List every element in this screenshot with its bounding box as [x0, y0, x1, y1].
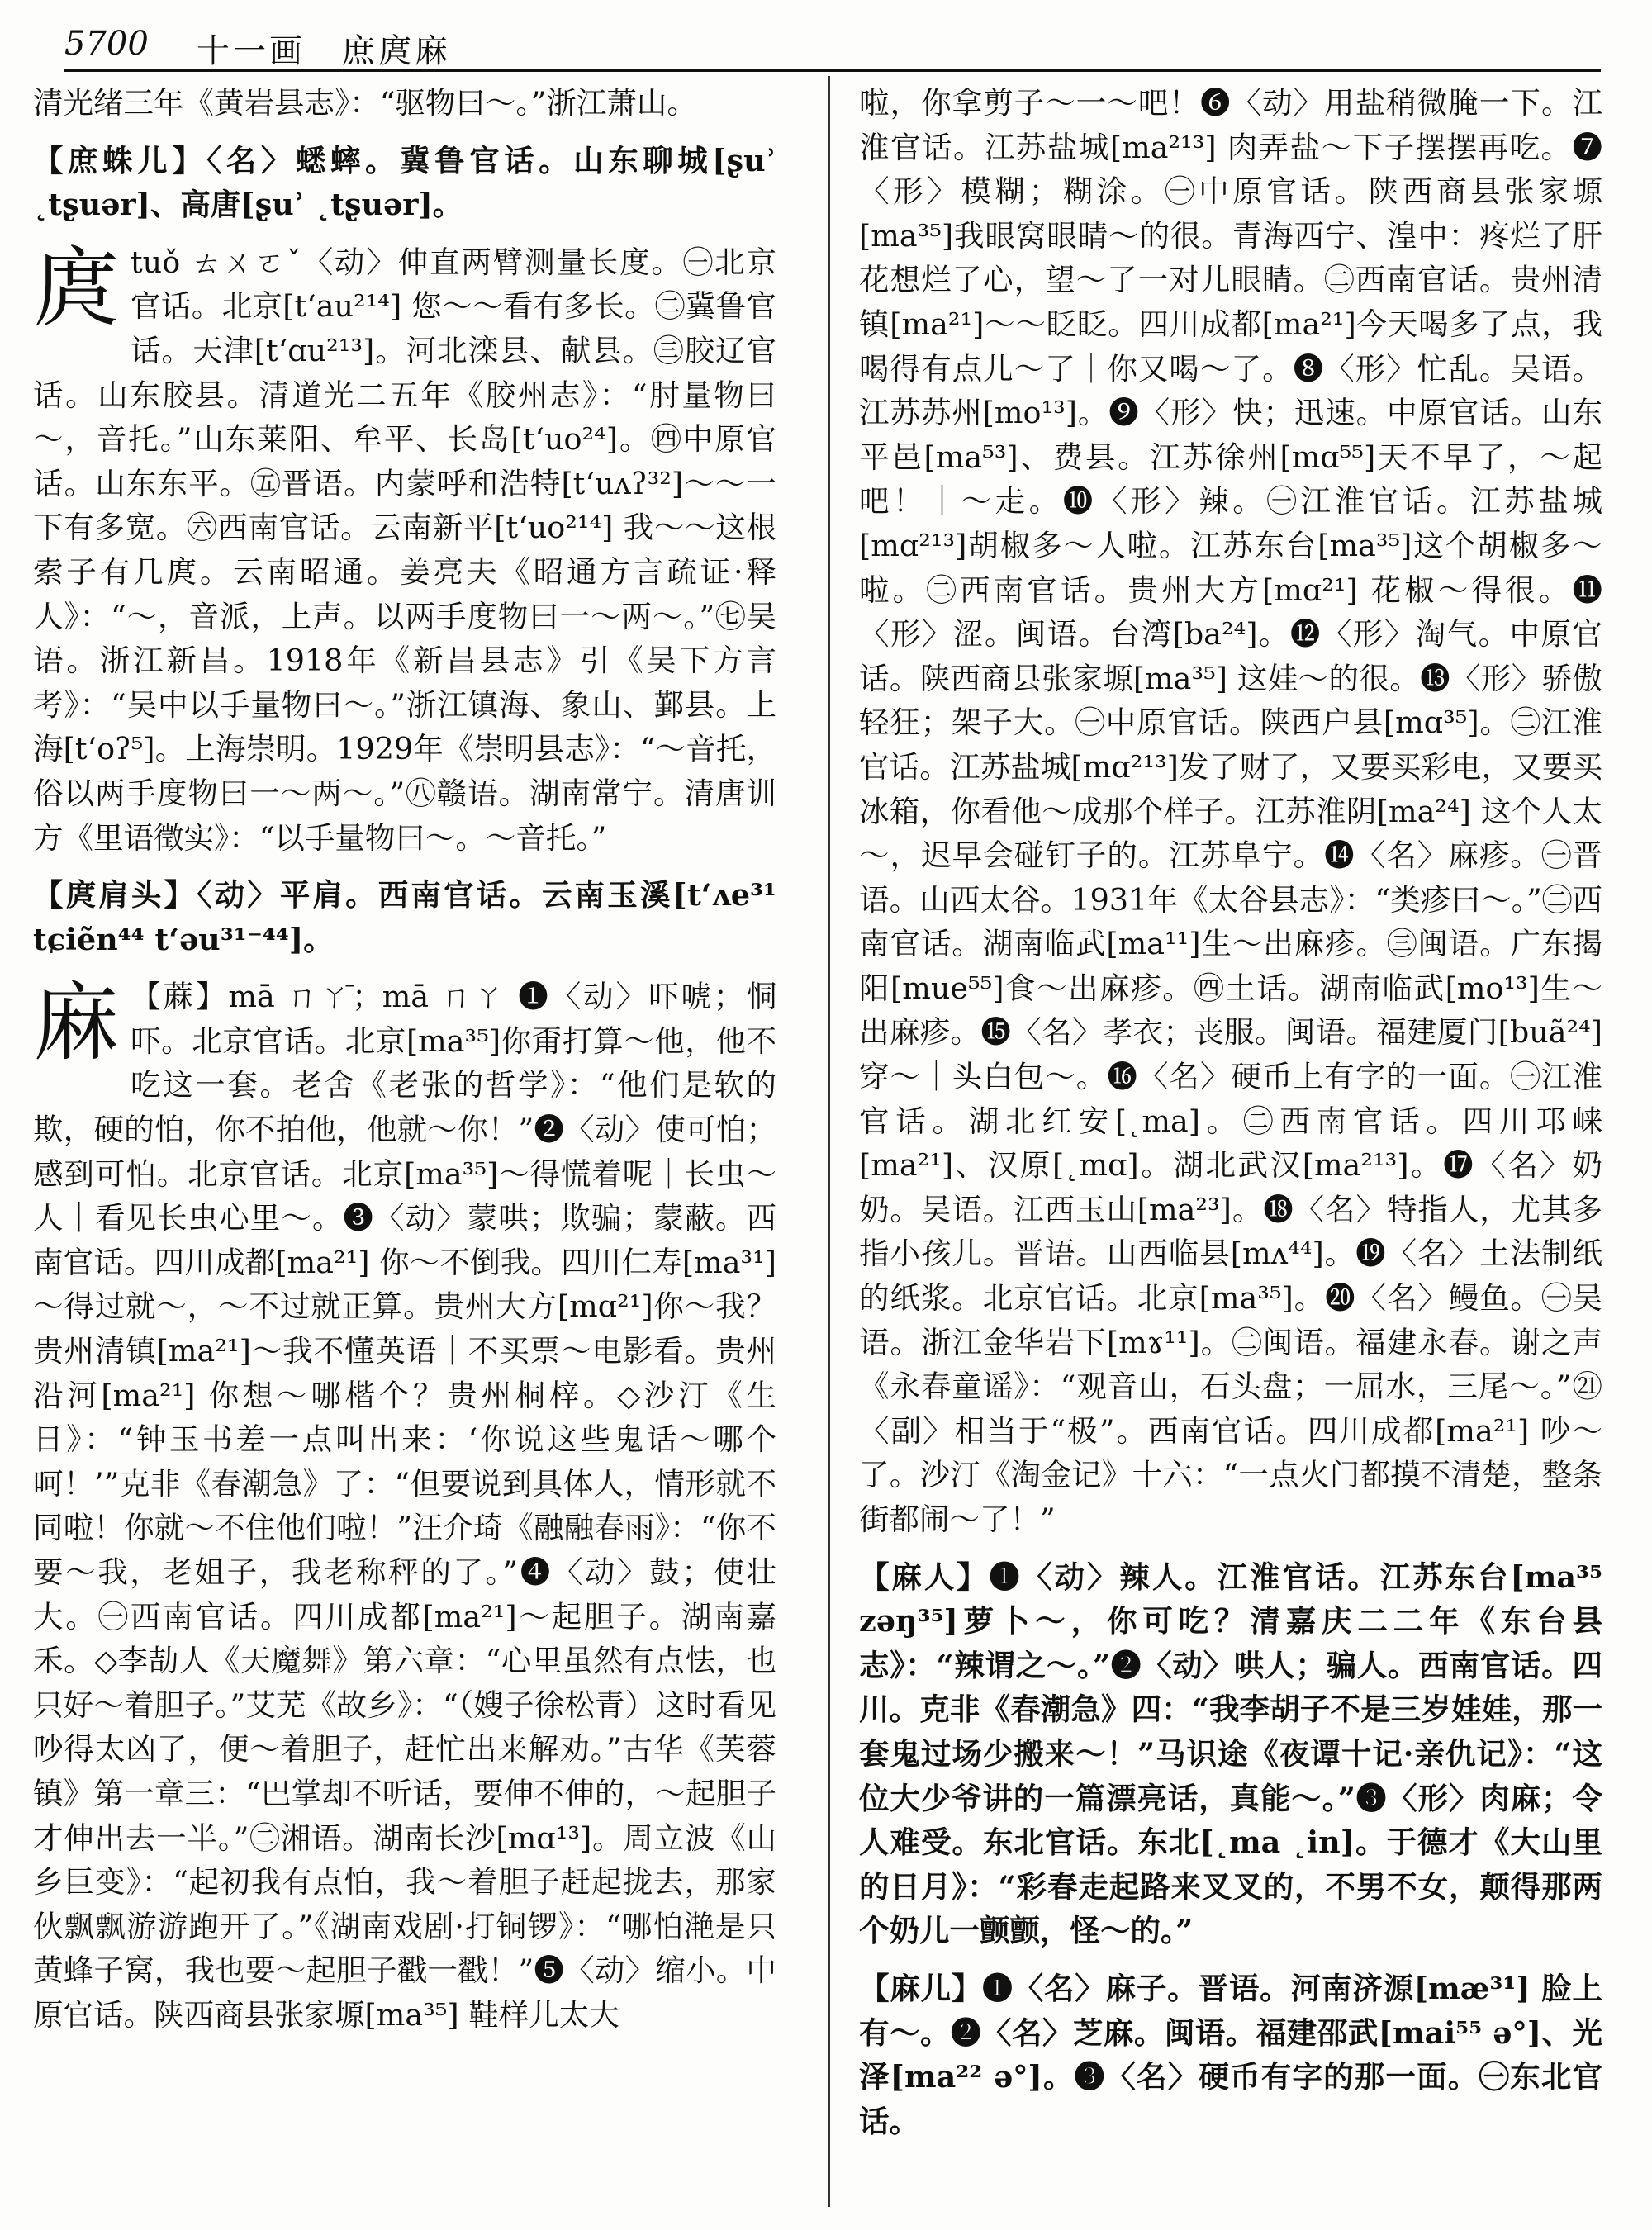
- paragraph-text: 清光绪三年《黄岩县志》：“驱物曰～。”浙江萧山。: [33, 85, 697, 121]
- subentry-shuzhuer: [33, 139, 776, 227]
- page-header: [64, 21, 1601, 72]
- subentry-maren: [859, 1555, 1602, 1953]
- entry-ma: [33, 972, 776, 2037]
- entry-tuo: [33, 237, 776, 860]
- continuation-paragraph: [33, 81, 776, 126]
- entry-text: 【蔴】mā ㄇㄚ̄；mā ㄇㄚ ❶〈动〉吓唬；恫吓。北京官话。北京[ma³⁵]你甭打算～他，他不吃这一套。老舍《老张的哲学》：“他们是软的欺，硬的怕，你不拍他，他就～你！”❷〈动〉使可怕；感到可怕。北京官话。北京[ma³⁵]～得慌着呢｜长虫～人｜看见长虫心里～。❸〈动〉蒙哄；欺骗；蒙蔽。西南官话。四川成都[ma²¹] 你～不倒我。四川仁寿[ma³¹]～得过就～，～不过就正算。贵州大方[mɑ²¹]你～我？贵州清镇[ma²¹]～我不懂英语｜不买票～电影看。贵州沿河[ma²¹] 你想～哪楷个？贵州桐梓。◇沙汀《生日》：“钟玉书差一点叫出来：‘你说这些鬼话～哪个呵！’”克非《春潮急》了：“但要说到具体人，情形就不同啦！你就～不住他们啦！”汪介琦《融融春雨》：“你不要～我，老姐子，我老称秤的了。”❹〈动〉鼓；使壮大。㊀西南官话。四川成都[ma²¹]～起胆子。湖南嘉禾。◇李劼人《天魔舞》第六章：“心里虽然有点怯，也只好～着胆子。”艾芜《故乡》：“（嫂子徐松青）这时看见吵得太凶了，便～着胆子，赶忙出来解劝。”古华《芙蓉镇》第一章三：“巴掌却不听话，要伸不伸的，～起胆子才伸出去一半。”㊁湘语。湖南长沙[mɑ¹³]。周立波《山乡巨变》：“起初我有点怕，我～着胆子赶起拢去，那家伙飘飘游游跑开了。”《湖南戏剧·打铜锣》：“哪怕滟是只黄蜂子窝，我也要～起胆子戳一戳！”❺〈动〉缩小。中原官话。陕西商县张家塬[ma³⁵] 鞋样儿太大: [33, 979, 776, 2033]
- page-number: 5700: [64, 25, 149, 63]
- subentry-text: 【庶蛛儿】〈名〉蟋蟀。冀鲁官话。山东聊城[ʂuʾ ˛tʂuər]、高唐[ʂuʾ ˛tʂuər]。: [33, 142, 776, 223]
- paragraph-text: 啦，你拿剪子～一～吧！❻〈动〉用盐稍微腌一下。江淮官话。江苏盐城[ma²¹³] 肉弄盐～下子摆摆再吃。❼〈形〉模糊；糊涂。㊀中原官话。陕西商县张家塬[ma³⁵]我眼窝眼睛～的很。青海西宁、湟中：疼烂了肝花想烂了心，望～了一对儿眼睛。㊁西南官话。贵州清镇[ma²¹]～～眨眨。四川成都[ma²¹]今天喝多了点，我喝得有点儿～了｜你又喝～了。❽〈形〉忙乱。吴语。江苏苏州[mo¹³]。❾〈形〉快；迅速。中原官话。山东平邑[ma⁵³]、费县。江苏徐州[mɑ⁵⁵]天不早了，～起吧！｜～走。❿〈形〉辣。㊀江淮官话。江苏盐城[mɑ²¹³]胡椒多～人啦。江苏东台[ma³⁵]这个胡椒多～啦。㊁西南官话。贵州大方[mɑ²¹] 花椒～得很。⓫〈形〉涩。闽语。台湾[ba²⁴]。⓬〈形〉淘气。中原官话。陕西商县张家塬[ma³⁵] 这娃～的很。⓭〈形〉骄傲轻狂；架子大。㊀中原官话。陕西户县[mɑ³⁵]。㊁江淮官话。江苏盐城[mɑ²¹³]发了财了，又要买彩电，又要买冰箱，你看他～成那个样子。江苏淮阴[ma²⁴] 这个人太～，迟早会碰钉子的。江苏阜宁。⓮〈名〉麻疹。㊀晋语。山西太谷。1931年《太谷县志》：“类疹曰～。”㊁西南官话。湖南临武[ma¹¹]生～出麻疹。㊂闽语。广东揭阳[mue⁵⁵]食～出麻疹。㊃土话。湖南临武[mo¹³]生～出麻疹。⓯〈名〉孝衣；丧服。闽语。福建厦门[buã²⁴] 穿～｜头白包～。⓰〈名〉硬币上有字的一面。㊀江淮官话。湖北红安[˛ma]。㊁西南官话。四川邛崃[ma²¹]、汉原[˛mɑ]。湖北武汉[ma²¹³]。⓱〈名〉奶奶。吴语。江西玉山[ma²³]。⓲〈名〉特指人，尤其多指小孩儿。晋语。山西临县[mʌ⁴⁴]。⓳〈名〉土法制纸的纸浆。北京官话。北京[ma³⁵]。⓴〈名〉鳗鱼。㊀吴语。浙江金华岩下[mɤ¹¹]。㊁闽语。福建永春。谢之声《永春童谣》：“观音山，石头盘；一屈水，三尾～。”㉑〈副〉相当于“极”。西南官话。四川成都[ma²¹] 吵～了。沙汀《淘金记》十六：“一点火门都摸不清楚，整条街都闹～了！”: [859, 85, 1602, 1537]
- left-column: [33, 81, 776, 2204]
- subentry-text: 【庹肩头】〈动〉平肩。西南官话。云南玉溪[t‘ʌe³¹ tɕiẽn⁴⁴ t‘əu³¹⁻⁴⁴]。: [33, 877, 776, 957]
- headword-tuo: 庹: [33, 237, 120, 339]
- subentry-text: 【麻人】❶〈动〉辣人。江淮官话。江苏东台[ma³⁵ zəŋ³⁵]萝卜～，你可吃？清嘉庆二二年《东台县志》：“辣谓之～。”❷〈动〉哄人；骗人。西南官话。四川。克非《春潮急》四：“我李胡子不是三岁娃娃，那一套鬼过场少搬来～！”马识途《夜谭十记·亲仇记》：“这位大少爷讲的一篇漂亮话，真能～。”❸〈形〉肉麻；令人难受。东北官话。东北[˛ma ˛in]。于德才《大山里的日月》：“彩春走起路来叉叉的，不男不女，颠得那两个奶儿一颤颤，怪～的。”: [859, 1559, 1602, 1949]
- subentry-text: 【麻儿】❶〈名〉麻子。晋语。河南济源[mæ³¹] 脸上有～。❷〈名〉芝麻。闽语。福建邵武[mai⁵⁵ ə°]、光泽[ma²² ə°]。❸〈名〉硬币有字的那一面。㊀东北官话。: [859, 1970, 1602, 2139]
- subentry-tuojiantou: [33, 873, 776, 961]
- subentry-maer: [859, 1967, 1602, 2143]
- column-divider: [828, 76, 830, 2207]
- continuation-paragraph: [859, 81, 1602, 1542]
- right-column: [859, 81, 1602, 2204]
- entry-text: tuǒ ㄊㄨㄛˇ〈动〉伸直两臂测量长度。㊀北京官话。北京[t‘au²¹⁴] 您～～看有多长。㊁冀鲁官话。天津[t‘ɑu²¹³]。河北滦县、献县。㊂胶辽官话。山东胶县。清道光二五年《胶州志》：“肘量物曰～，音托。”山东莱阳、牟平、长岛[t‘uo²⁴]。㊃中原官话。山东东平。㊄晋语。内蒙呼和浩特[t‘uʌʔ³²]～～一下有多宽。㊅西南官话。云南新平[t‘uo²¹⁴] 我～～这根索子有几庹。云南昭通。姜亮夫《昭通方言疏证·释人》：“～，音派，上声。以两手度物曰一～两～。”㊆吴语。浙江新昌。1918年《新昌县志》引《吴下方言考》：“吴中以手量物曰～。”浙江镇海、象山、鄞县。上海[t‘oʔ⁵]。上海崇明。1929年《崇明县志》：“～音托，俗以两手度物曰一～两～。”㊇赣语。湖南常宁。清唐训方《里语徵实》：“以手量物曰～。～音托。”: [33, 244, 776, 856]
- section-label: 十一画 庶庹麻: [197, 32, 451, 70]
- headword-ma: 麻: [33, 972, 120, 1074]
